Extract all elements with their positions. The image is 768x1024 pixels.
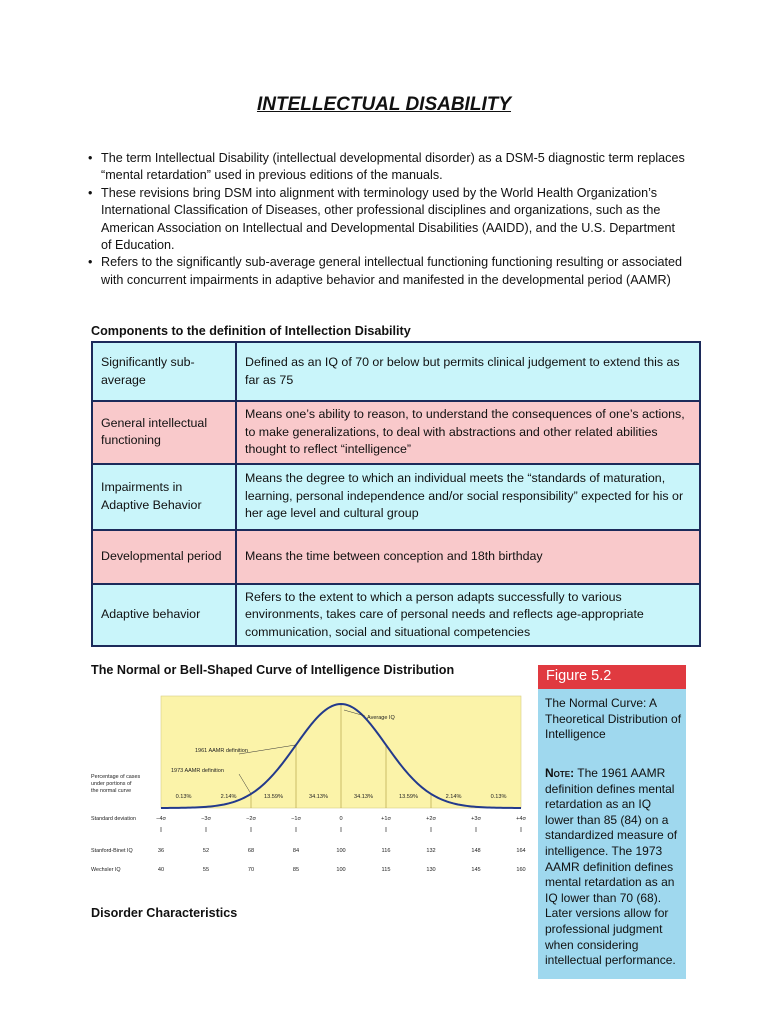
- y-axis-label: under portions of: [91, 781, 132, 787]
- note-text: The 1961 AAMR definition defines mental retardation as an IQ lower than 85 (84) on a standardized measure of intelligence. The 1973 AAMR definition defines mental retardation as an IQ lower than 70 (68). Later versions allow for professional judgment when considering intellectual performance.: [545, 766, 678, 968]
- page-title: INTELLECTUAL DISABILITY: [256, 94, 512, 115]
- bullet-item: • These revisions bring DSM into alignment with terminology used by the World Health Organization’s International Classification of Diseases, other professional disciplines and organizations, such as the American Association on Intellectual and Developmental Disabilities (AAIDD), and the U.S. Department of Education.: [88, 185, 688, 255]
- scale-tick-label: 70: [247, 867, 255, 873]
- scale-tick-label: 160: [516, 867, 526, 873]
- curve-heading: The Normal or Bell-Shaped Curve of Intelligence Distribution: [91, 663, 455, 677]
- scale-name: Stanford-Binet IQ: [91, 848, 133, 854]
- scale-tick-label: 36: [157, 848, 165, 854]
- bullet-item: • Refers to the significantly sub-average general intellectual functioning functioning resulting or associated with concurrent impairments in adaptive behavior and manifested in the developmental period (AAMR): [88, 254, 688, 289]
- percentage-label: 2.14%: [220, 794, 237, 800]
- scale-tick-label: 132: [426, 848, 436, 854]
- table-row: [92, 342, 700, 401]
- figure-title: The Normal Curve: A Theoretical Distribution of Intelligence: [545, 696, 682, 742]
- disorder-characteristics-heading: Disorder Characteristics: [91, 906, 238, 920]
- scale-tick-label: −2σ: [246, 816, 256, 822]
- scale-tick-label: 55: [202, 867, 210, 873]
- bullet-item: • The term Intellectual Disability (intellectual developmental disorder) as a DSM-5 diagnostic term replaces “mental retardation” used in previous editions of the manuals.: [88, 150, 688, 185]
- table-row: [92, 584, 700, 647]
- percentage-label: 0.13%: [175, 794, 192, 800]
- scale-tick-label: 84: [292, 848, 300, 854]
- definition-table-heading: Components to the definition of Intellection Disability: [91, 324, 411, 338]
- note-label: Note:: [545, 766, 575, 780]
- scale-tick-label: −4σ: [156, 816, 166, 822]
- table-row: [92, 464, 700, 530]
- definition-cell: Means the time between conception and 18th birthday: [236, 530, 700, 584]
- annotation-average-iq: Average IQ: [367, 715, 395, 721]
- percentage-label: 13.59%: [264, 794, 283, 800]
- scale-tick-label: 40: [157, 867, 165, 873]
- scale-tick-label: +3σ: [471, 816, 481, 822]
- term-cell: General intellectual functioning: [92, 401, 236, 464]
- scale-tick-label: 115: [381, 867, 391, 873]
- scale-name: Standard deviation: [91, 816, 136, 822]
- scale-tick-label: −1σ: [291, 816, 301, 822]
- figure-sidebar: [538, 665, 686, 979]
- percentage-label: 34.13%: [309, 794, 328, 800]
- intro-bullet-list: [88, 150, 688, 289]
- scale-tick-label: 0: [339, 816, 343, 822]
- definition-cell: Defined as an IQ of 70 or below but permits clinical judgement to extend this as far as 75: [236, 342, 700, 401]
- scale-tick-label: 148: [471, 848, 481, 854]
- definition-cell: Refers to the extent to which a person adapts successfully to various environments, takes care of personal needs and reflects age-appropriate communication, social and situational competencies: [236, 584, 700, 647]
- term-cell: Developmental period: [92, 530, 236, 584]
- y-axis-label: Percentage of cases: [91, 774, 141, 780]
- scale-tick-label: 85: [292, 867, 300, 873]
- scale-tick-label: 145: [471, 867, 481, 873]
- scale-tick-label: +1σ: [381, 816, 391, 822]
- normal-curve-chart: [89, 690, 529, 880]
- definition-cell: Means the degree to which an individual meets the “standards of maturation, learning, personal independence and/or social responsibility” expected for his or her age level and cultural group: [236, 464, 700, 530]
- y-axis-label: the normal curve: [91, 788, 132, 794]
- definition-table: [91, 341, 701, 647]
- definition-cell: Means one’s ability to reason, to understand the consequences of one’s actions, to make generalizations, to deal with abstractions and other related abilities thought to reflect “intelligence”: [236, 401, 700, 464]
- percentage-label: 0.13%: [490, 794, 507, 800]
- figure-label: Figure 5.2: [546, 668, 612, 684]
- scale-tick-label: 130: [426, 867, 436, 873]
- scale-tick-label: +2σ: [426, 816, 436, 822]
- scale-tick-label: 68: [247, 848, 255, 854]
- percentage-label: 13.59%: [399, 794, 418, 800]
- term-cell: Adaptive behavior: [92, 584, 236, 647]
- percentage-label: 34.13%: [354, 794, 373, 800]
- table-row: [92, 530, 700, 584]
- term-cell: Impairments in Adaptive Behavior: [92, 464, 236, 530]
- annotation-1961-aamr: 1961 AAMR definition: [195, 748, 248, 754]
- figure-note: [545, 766, 683, 969]
- scale-tick-label: +4σ: [516, 816, 526, 822]
- scale-tick-label: 164: [516, 848, 526, 854]
- table-row: [92, 401, 700, 464]
- scale-tick-label: −3σ: [201, 816, 211, 822]
- scale-tick-label: 116: [381, 848, 391, 854]
- scale-name: Wechsler IQ: [91, 867, 121, 873]
- annotation-1973-aamr: 1973 AAMR definition: [171, 768, 224, 774]
- scale-tick-label: 100: [336, 848, 346, 854]
- percentage-label: 2.14%: [445, 794, 462, 800]
- term-cell: Significantly sub-average: [92, 342, 236, 401]
- scale-tick-label: 100: [336, 867, 346, 873]
- scale-tick-label: 52: [202, 848, 210, 854]
